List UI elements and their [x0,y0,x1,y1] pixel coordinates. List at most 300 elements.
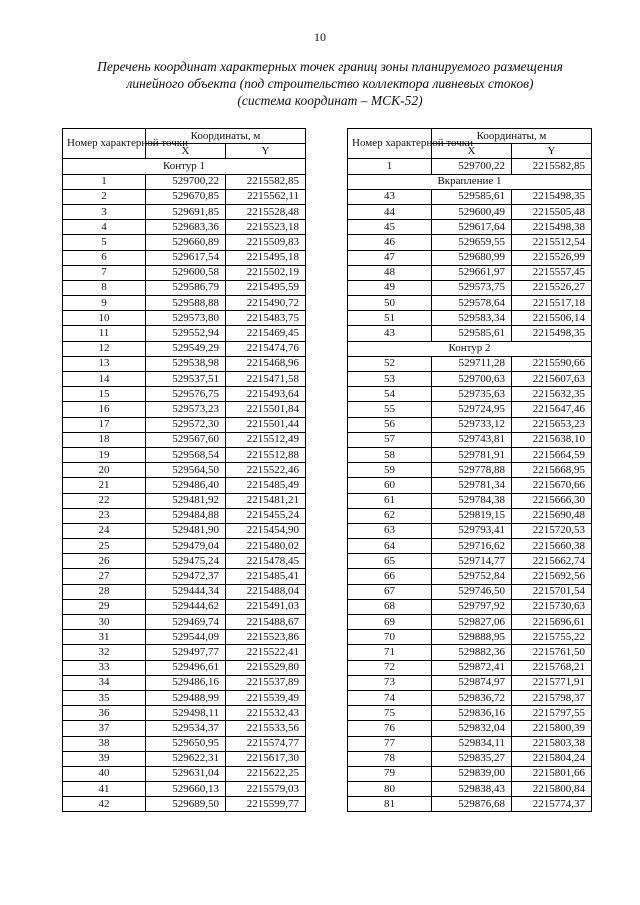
table-row [63,189,306,204]
x-coordinate-cell: 529583,34 [432,311,512,326]
point-number-cell: 75 [348,706,432,721]
point-number-cell: 43 [348,189,432,204]
table-row [63,690,306,705]
section-row [63,159,306,174]
table-row [63,296,306,311]
x-coordinate-cell: 529797,92 [432,599,512,614]
table-row [63,447,306,462]
point-number-cell: 21 [63,478,146,493]
table-row [63,660,306,675]
point-number-cell: 12 [63,341,146,356]
point-number-cell: 57 [348,432,432,447]
x-coordinate-cell: 529585,61 [432,326,512,341]
y-coordinate-cell: 2215800,39 [512,721,592,736]
point-number-cell: 18 [63,432,146,447]
x-coordinate-cell: 529746,50 [432,584,512,599]
table-row [348,356,592,371]
table-row [348,797,592,812]
table-row [63,463,306,478]
x-coordinate-cell: 529573,23 [146,402,226,417]
point-number-cell: 9 [63,296,146,311]
y-coordinate-cell: 2215668,95 [512,463,592,478]
section-row [348,341,592,356]
header-coordinates: Координаты, м [432,129,592,144]
table-row [63,174,306,189]
y-coordinate-cell: 2215632,35 [512,387,592,402]
y-coordinate-cell: 2215532,43 [226,706,306,721]
y-coordinate-cell: 2215478,45 [226,554,306,569]
y-coordinate-cell: 2215804,24 [512,751,592,766]
point-number-cell: 77 [348,736,432,751]
table-row [63,721,306,736]
x-coordinate-cell: 529549,29 [146,341,226,356]
point-number-cell: 43 [348,326,432,341]
y-coordinate-cell: 2215664,59 [512,447,592,462]
x-coordinate-cell: 529660,89 [146,235,226,250]
x-coordinate-cell: 529534,37 [146,721,226,736]
table-row [348,539,592,554]
point-number-cell: 56 [348,417,432,432]
x-coordinate-cell: 529486,16 [146,675,226,690]
x-coordinate-cell: 529568,54 [146,447,226,462]
x-coordinate-cell: 529724,95 [432,402,512,417]
y-coordinate-cell: 2215512,49 [226,432,306,447]
x-coordinate-cell: 529631,04 [146,766,226,781]
point-number-cell: 63 [348,523,432,538]
x-coordinate-cell: 529622,31 [146,751,226,766]
x-coordinate-cell: 529496,61 [146,660,226,675]
table-row [348,372,592,387]
table-row [348,751,592,766]
point-number-cell: 39 [63,751,146,766]
y-coordinate-cell: 2215488,67 [226,615,306,630]
x-coordinate-cell: 529617,64 [432,220,512,235]
table-row [348,645,592,660]
title-line: Перечень координат характерных точек границ зоны планируемого размещения [97,59,563,74]
x-coordinate-cell: 529484,88 [146,508,226,523]
point-number-cell: 16 [63,402,146,417]
x-coordinate-cell: 529691,85 [146,204,226,219]
x-coordinate-cell: 529689,50 [146,797,226,812]
table-row [348,296,592,311]
title-line: (система координат – МСК-52) [237,93,423,108]
y-coordinate-cell: 2215670,66 [512,478,592,493]
y-coordinate-cell: 2215523,86 [226,630,306,645]
point-number-cell: 36 [63,706,146,721]
table-row [348,250,592,265]
point-number-cell: 58 [348,447,432,462]
point-number-cell: 74 [348,690,432,705]
y-coordinate-cell: 2215483,75 [226,311,306,326]
table-row [348,554,592,569]
point-number-cell: 41 [63,782,146,797]
point-number-cell: 24 [63,523,146,538]
table-row [63,372,306,387]
point-number-cell: 1 [63,174,146,189]
x-coordinate-cell: 529488,99 [146,690,226,705]
point-number-cell: 34 [63,675,146,690]
x-coordinate-cell: 529600,49 [432,204,512,219]
point-number-cell: 23 [63,508,146,523]
y-coordinate-cell: 2215498,35 [512,189,592,204]
table-row [63,645,306,660]
table-row [63,766,306,781]
point-number-cell: 55 [348,402,432,417]
x-coordinate-cell: 529700,22 [146,174,226,189]
table-row [348,660,592,675]
x-coordinate-cell: 529497,77 [146,645,226,660]
y-coordinate-cell: 2215523,18 [226,220,306,235]
y-coordinate-cell: 2215599,77 [226,797,306,812]
point-number-cell: 33 [63,660,146,675]
table-row [348,417,592,432]
y-coordinate-cell: 2215454,90 [226,523,306,538]
y-coordinate-cell: 2215488,04 [226,584,306,599]
point-number-cell: 68 [348,599,432,614]
table-row [348,584,592,599]
header-y: Y [226,144,306,159]
y-coordinate-cell: 2215468,96 [226,356,306,371]
x-coordinate-cell: 529578,64 [432,296,512,311]
y-coordinate-cell: 2215800,84 [512,782,592,797]
point-number-cell: 37 [63,721,146,736]
table-row [63,265,306,280]
table-row [348,690,592,705]
table-row [348,159,592,174]
y-coordinate-cell: 2215582,85 [512,159,592,174]
y-coordinate-cell: 2215490,72 [226,296,306,311]
point-number-cell: 35 [63,690,146,705]
x-coordinate-cell: 529832,04 [432,721,512,736]
x-coordinate-cell: 529475,24 [146,554,226,569]
x-coordinate-cell: 529444,62 [146,599,226,614]
x-coordinate-cell: 529600,58 [146,265,226,280]
x-coordinate-cell: 529472,37 [146,569,226,584]
y-coordinate-cell: 2215590,66 [512,356,592,371]
point-number-cell: 25 [63,539,146,554]
table-row [63,675,306,690]
point-number-cell: 13 [63,356,146,371]
point-number-cell: 38 [63,736,146,751]
table-row [348,706,592,721]
point-number-cell: 8 [63,280,146,295]
point-number-cell: 22 [63,493,146,508]
table-row [348,220,592,235]
table-body [63,159,306,812]
point-number-cell: 1 [348,159,432,174]
table-row [348,599,592,614]
point-number-cell: 3 [63,204,146,219]
x-coordinate-cell: 529714,77 [432,554,512,569]
x-coordinate-cell: 529680,99 [432,250,512,265]
y-coordinate-cell: 2215522,46 [226,463,306,478]
point-number-cell: 5 [63,235,146,250]
page-number: 10 [314,30,326,44]
point-number-cell: 73 [348,675,432,690]
point-number-cell: 40 [63,766,146,781]
table-row [63,615,306,630]
header-point-number: Номер характерной точки [348,129,432,159]
y-coordinate-cell: 2215480,02 [226,539,306,554]
table-row [348,235,592,250]
point-number-cell: 72 [348,660,432,675]
table-row [348,432,592,447]
y-coordinate-cell: 2215622,25 [226,766,306,781]
y-coordinate-cell: 2215502,19 [226,265,306,280]
y-coordinate-cell: 2215491,03 [226,599,306,614]
y-coordinate-cell: 2215617,30 [226,751,306,766]
table-row [63,478,306,493]
x-coordinate-cell: 529834,11 [432,736,512,751]
x-coordinate-cell: 529793,41 [432,523,512,538]
header-coordinates: Координаты, м [146,129,306,144]
point-number-cell: 59 [348,463,432,478]
y-coordinate-cell: 2215509,83 [226,235,306,250]
table-row [63,523,306,538]
coordinates-table-right [347,128,592,812]
x-coordinate-cell: 529835,27 [432,751,512,766]
y-coordinate-cell: 2215696,61 [512,615,592,630]
point-number-cell: 20 [63,463,146,478]
y-coordinate-cell: 2215638,10 [512,432,592,447]
table-row [63,402,306,417]
point-number-cell: 51 [348,311,432,326]
x-coordinate-cell: 529481,92 [146,493,226,508]
table-row [63,751,306,766]
x-coordinate-cell: 529444,34 [146,584,226,599]
y-coordinate-cell: 2215474,76 [226,341,306,356]
x-coordinate-cell: 529670,85 [146,189,226,204]
point-number-cell: 76 [348,721,432,736]
point-number-cell: 81 [348,797,432,812]
x-coordinate-cell: 529481,90 [146,523,226,538]
x-coordinate-cell: 529882,36 [432,645,512,660]
table-row [63,326,306,341]
y-coordinate-cell: 2215579,03 [226,782,306,797]
point-number-cell: 79 [348,766,432,781]
point-number-cell: 44 [348,204,432,219]
table-row [348,782,592,797]
point-number-cell: 80 [348,782,432,797]
y-coordinate-cell: 2215798,37 [512,690,592,705]
y-coordinate-cell: 2215562,11 [226,189,306,204]
table-row [63,782,306,797]
y-coordinate-cell: 2215506,14 [512,311,592,326]
y-coordinate-cell: 2215557,45 [512,265,592,280]
x-coordinate-cell: 529872,41 [432,660,512,675]
point-number-cell: 6 [63,250,146,265]
table-row [63,235,306,250]
table-row [63,493,306,508]
header-y: Y [512,144,592,159]
table-row [63,569,306,584]
point-number-cell: 49 [348,280,432,295]
y-coordinate-cell: 2215660,38 [512,539,592,554]
table-row [348,402,592,417]
x-coordinate-cell: 529839,00 [432,766,512,781]
x-coordinate-cell: 529876,68 [432,797,512,812]
table-row [348,736,592,751]
title-line: линейного объекта (под строительство коллектора ливневых стоков) [126,76,534,91]
table-row [63,250,306,265]
y-coordinate-cell: 2215522,41 [226,645,306,660]
x-coordinate-cell: 529733,12 [432,417,512,432]
x-coordinate-cell: 529836,16 [432,706,512,721]
point-number-cell: 50 [348,296,432,311]
point-number-cell: 61 [348,493,432,508]
point-number-cell: 14 [63,372,146,387]
y-coordinate-cell: 2215495,18 [226,250,306,265]
table-row [348,478,592,493]
x-coordinate-cell: 529469,74 [146,615,226,630]
point-number-cell: 52 [348,356,432,371]
point-number-cell: 7 [63,265,146,280]
table-row [63,341,306,356]
header-x: X [432,144,512,159]
y-coordinate-cell: 2215526,27 [512,280,592,295]
x-coordinate-cell: 529661,97 [432,265,512,280]
x-coordinate-cell: 529486,40 [146,478,226,493]
x-coordinate-cell: 529586,79 [146,280,226,295]
table-row [348,508,592,523]
x-coordinate-cell: 529660,13 [146,782,226,797]
x-coordinate-cell: 529650,95 [146,736,226,751]
table-row [348,766,592,781]
point-number-cell: 45 [348,220,432,235]
table-row [348,387,592,402]
point-number-cell: 17 [63,417,146,432]
table-row [348,204,592,219]
table-row [63,417,306,432]
table-row [63,736,306,751]
x-coordinate-cell: 529659,55 [432,235,512,250]
x-coordinate-cell: 529479,04 [146,539,226,554]
point-number-cell: 10 [63,311,146,326]
point-number-cell: 11 [63,326,146,341]
y-coordinate-cell: 2215755,22 [512,630,592,645]
x-coordinate-cell: 529784,38 [432,493,512,508]
x-coordinate-cell: 529836,72 [432,690,512,705]
table-row [348,721,592,736]
point-number-cell: 46 [348,235,432,250]
y-coordinate-cell: 2215666,30 [512,493,592,508]
x-coordinate-cell: 529781,91 [432,447,512,462]
y-coordinate-cell: 2215768,21 [512,660,592,675]
y-coordinate-cell: 2215528,48 [226,204,306,219]
y-coordinate-cell: 2215495,59 [226,280,306,295]
x-coordinate-cell: 529716,62 [432,539,512,554]
point-number-cell: 2 [63,189,146,204]
table-row [348,569,592,584]
x-coordinate-cell: 529781,34 [432,478,512,493]
y-coordinate-cell: 2215771,91 [512,675,592,690]
section-label: Вкрапление 1 [348,174,592,189]
point-number-cell: 31 [63,630,146,645]
y-coordinate-cell: 2215485,49 [226,478,306,493]
table-row [63,220,306,235]
document-title [60,58,600,109]
y-coordinate-cell: 2215471,58 [226,372,306,387]
x-coordinate-cell: 529838,43 [432,782,512,797]
table-row [348,630,592,645]
coordinates-table-left [62,128,306,812]
y-coordinate-cell: 2215774,37 [512,797,592,812]
header-x: X [146,144,226,159]
y-coordinate-cell: 2215662,74 [512,554,592,569]
y-coordinate-cell: 2215517,18 [512,296,592,311]
point-number-cell: 28 [63,584,146,599]
x-coordinate-cell: 529819,15 [432,508,512,523]
table-row [348,523,592,538]
table-row [63,508,306,523]
x-coordinate-cell: 529552,94 [146,326,226,341]
table-row [63,311,306,326]
x-coordinate-cell: 529711,28 [432,356,512,371]
y-coordinate-cell: 2215512,54 [512,235,592,250]
y-coordinate-cell: 2215701,54 [512,584,592,599]
table-row [63,599,306,614]
y-coordinate-cell: 2215505,48 [512,204,592,219]
y-coordinate-cell: 2215574,77 [226,736,306,751]
y-coordinate-cell: 2215730,63 [512,599,592,614]
y-coordinate-cell: 2215537,89 [226,675,306,690]
point-number-cell: 42 [63,797,146,812]
point-number-cell: 48 [348,265,432,280]
point-number-cell: 4 [63,220,146,235]
y-coordinate-cell: 2215481,21 [226,493,306,508]
x-coordinate-cell: 529564,50 [146,463,226,478]
x-coordinate-cell: 529588,88 [146,296,226,311]
table-row [63,706,306,721]
table-row [348,189,592,204]
y-coordinate-cell: 2215803,38 [512,736,592,751]
y-coordinate-cell: 2215485,41 [226,569,306,584]
x-coordinate-cell: 529617,54 [146,250,226,265]
y-coordinate-cell: 2215533,56 [226,721,306,736]
x-coordinate-cell: 529683,36 [146,220,226,235]
section-row [348,174,592,189]
x-coordinate-cell: 529573,75 [432,280,512,295]
y-coordinate-cell: 2215498,38 [512,220,592,235]
x-coordinate-cell: 529544,09 [146,630,226,645]
y-coordinate-cell: 2215797,55 [512,706,592,721]
y-coordinate-cell: 2215512,88 [226,447,306,462]
table-row [63,554,306,569]
x-coordinate-cell: 529827,06 [432,615,512,630]
table-row [348,265,592,280]
point-number-cell: 26 [63,554,146,569]
point-number-cell: 66 [348,569,432,584]
x-coordinate-cell: 529700,22 [432,159,512,174]
x-coordinate-cell: 529888,95 [432,630,512,645]
point-number-cell: 78 [348,751,432,766]
y-coordinate-cell: 2215539,49 [226,690,306,705]
y-coordinate-cell: 2215526,99 [512,250,592,265]
y-coordinate-cell: 2215720,53 [512,523,592,538]
y-coordinate-cell: 2215501,44 [226,417,306,432]
table-row [63,797,306,812]
point-number-cell: 29 [63,599,146,614]
point-number-cell: 32 [63,645,146,660]
table-row [63,539,306,554]
table-row [63,280,306,295]
point-number-cell: 64 [348,539,432,554]
point-number-cell: 15 [63,387,146,402]
x-coordinate-cell: 529567,60 [146,432,226,447]
x-coordinate-cell: 529538,98 [146,356,226,371]
table-row [63,204,306,219]
y-coordinate-cell: 2215647,46 [512,402,592,417]
